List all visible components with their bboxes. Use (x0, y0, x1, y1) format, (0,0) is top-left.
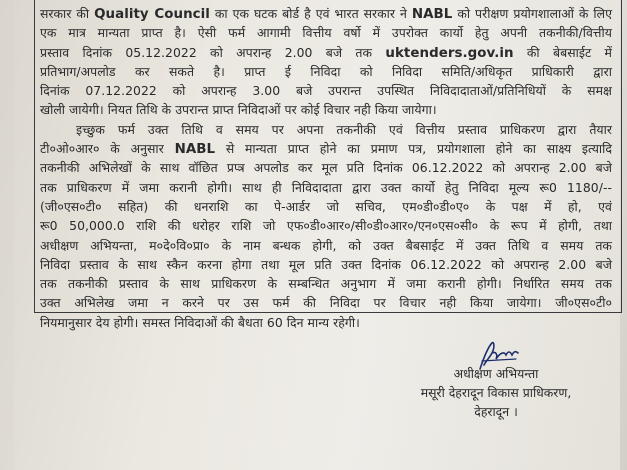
text-line (40, 43, 612, 62)
text-segment: सरकार की (40, 6, 95, 21)
text-segment: (जी०एस०टी० सहित) की धनराशि का पे-आर्डर जो सचिव, एम०डी०डी०ए० के पक्ष में हो, एवं (40, 198, 612, 214)
signature-block (376, 364, 616, 421)
text-line (40, 178, 612, 197)
text-line (40, 255, 612, 274)
text-line (40, 100, 612, 119)
text-line (40, 293, 612, 312)
text-line (40, 158, 612, 177)
text-line (40, 197, 612, 216)
text-segment: का एक घटक बोर्ड है एवं भारत सरकार ने (209, 6, 412, 21)
text-segment: को परीक्षण प्रयोगशालाओं के लिए (452, 6, 612, 21)
text-segment: दिनांक 07.12.2022 को अपरान्ह 3.00 बजे उपरान्त उपस्थित निविदादाताओं/प्रतिनिधियों के समक्ष (40, 83, 612, 99)
text-segment: एक मात्र मान्यता प्राप्त है। ऐसी फर्म आगामी वित्तीय वर्षो में उपरोक्त कार्यो हेतु अपनी तकनीकी/वित्तीय (40, 25, 612, 41)
text-line (40, 236, 612, 255)
text-segment: तक प्राधिकरण में जमा करानी होगी। साथ ही निविदादाता द्वारा उक्त कार्यो हेतु निविदा मूल्य रू0 1180/-- (40, 179, 612, 195)
paragraph-2 (40, 120, 612, 332)
text-segment: रू0 50,000.0 राशि की धरोहर राशि जो एफ०डी०आर०/सी०डी०आर०/एन०एस०सी० के रूप में होगी, तथा (40, 218, 612, 234)
signatory-city: देहरादून । (474, 404, 518, 419)
text-line (40, 4, 612, 23)
text-segment: अधीक्षण अभियन्ता, म०दे०वि०प्रा० के नाम बन्धक होगी, को उक्त बैबसाईट में उक्त तिथि व समय तक (40, 237, 612, 253)
text-segment: टी०ओ०आर० के अनुसार (40, 141, 175, 157)
text-segment: तक तकनीकी प्रस्ताव के साथ प्राधिकरण के सम्बन्धित अनुभाग में जमा करानी होगी। निर्धारित समय तक (40, 276, 612, 292)
text-segment: की बेबसाईट में (513, 44, 612, 60)
text-line (40, 81, 612, 100)
bold-term: uktenders.gov.in (385, 45, 514, 61)
text-line (40, 139, 612, 158)
text-segment: उक्त अभिलेख जमा न करने पर उस फर्म की निविदा पर विचार नही किया जायेगा। जी०एस०टी० (40, 295, 612, 311)
text-line (40, 216, 612, 235)
text-segment: नियमानुसार देय होगी। समस्त निविदाओं की बैधता 60 दिन मान्य रहेगी। (40, 314, 360, 330)
text-segment: से मान्यता प्राप्त होने का प्रमाण पत्र, प्रयोगशाला होने का साक्ष्य इत्यादि (215, 141, 612, 157)
signatory-title: अधीक्षण अभियन्ता (453, 366, 539, 381)
text-segment: इच्छुक फर्म उक्त तिथि व समय पर अपना तकनीकी एवं वित्तीय प्रस्ताव प्राधिकरण द्वारा तैयार (76, 121, 612, 137)
text-line (40, 313, 612, 332)
paragraph-1 (40, 4, 612, 120)
text-segment: निविदा प्रस्ताव के साथ स्कैन करना होगा तथा मूल प्रति उक्त दिनांक 06.12.2022 को अपरान्ह 2.00 बजे (40, 256, 612, 272)
bold-term: Quality Council (94, 7, 210, 22)
bold-term: NABL (411, 7, 453, 22)
signatory-office: मसूरी देहरादून विकास प्राधिकरण, (420, 385, 572, 400)
text-segment: तकनीकी अभिलेखों के साथ वॉछित प्रप्त्र अपलोड कर मूल प्रति दिनांक 06.12.2022 को अपरान्ह 2.00 बजे (40, 160, 612, 176)
text-segment: प्रतिभाग/अपलोड कर सकते है। प्राप्त ई निविदा को निविदा समिति/अधिकृत प्राधिकारी द्वारा (40, 63, 612, 79)
text-line (40, 62, 612, 81)
bold-term: NABL (174, 142, 216, 158)
text-line (40, 23, 612, 42)
document-page (14, 0, 620, 470)
text-line (40, 120, 612, 139)
text-line (40, 274, 612, 293)
notice-text (40, 4, 612, 332)
text-segment: खोली जायेगी। नियत तिथि के उपरान्त प्राप्त निविदाओं पर कोई विचार नही किया जायेगा। (40, 102, 437, 118)
text-segment: प्रस्ताव दिनांक 05.12.2022 को अपरान्ह 2.00 बजे तक (40, 44, 386, 60)
